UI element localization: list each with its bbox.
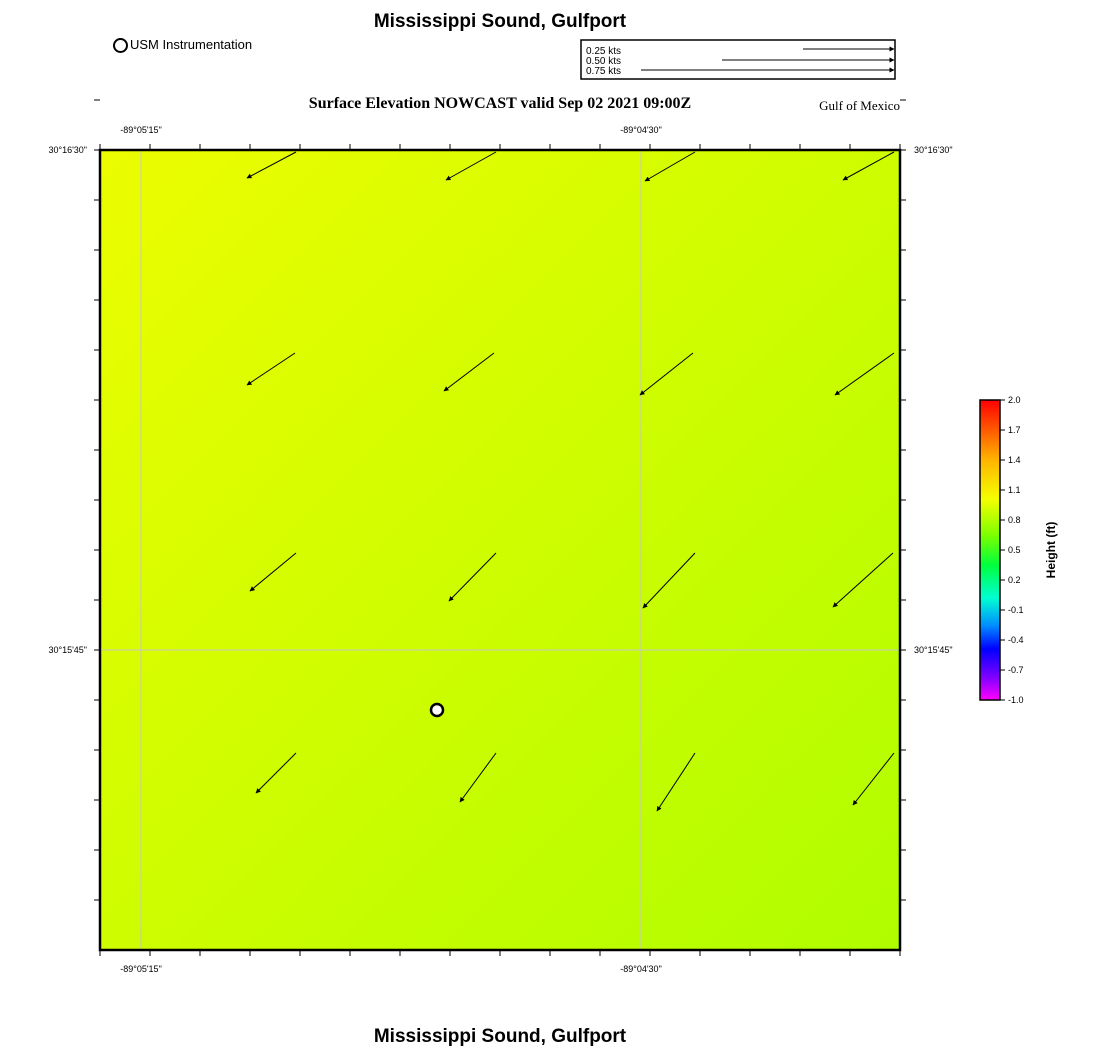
surface-elevation-field bbox=[100, 150, 900, 950]
station-legend-label: USM Instrumentation bbox=[130, 37, 253, 52]
colorbar-title: Height (ft) bbox=[1044, 521, 1058, 579]
region-label: Gulf of Mexico bbox=[819, 98, 900, 113]
colorbar-tick-label: -0.4 bbox=[1008, 635, 1024, 645]
lon-tick-label: -89°04'30" bbox=[620, 125, 662, 135]
vector-key-label: 0.50 kts bbox=[586, 56, 622, 67]
colorbar-tick-label: 0.8 bbox=[1008, 515, 1021, 525]
lon-tick-label: -89°05'15" bbox=[120, 964, 162, 974]
colorbar-tick-label: 1.4 bbox=[1008, 455, 1021, 465]
vector-key-label: 0.75 kts bbox=[586, 66, 622, 77]
lat-tick-label: 30°15'45" bbox=[914, 645, 953, 655]
colorbar-tick-label: 1.1 bbox=[1008, 485, 1021, 495]
colorbar-tick-label: -0.7 bbox=[1008, 665, 1024, 675]
colorbar bbox=[980, 395, 1058, 705]
lon-tick-label: -89°05'15" bbox=[120, 125, 162, 135]
map-title-bottom: Mississippi Sound, Gulfport bbox=[373, 1026, 627, 1047]
colorbar-tick-label: -1.0 bbox=[1008, 695, 1024, 705]
lat-tick-label: 30°16'30" bbox=[914, 145, 953, 155]
colorbar-tick-label: -0.1 bbox=[1008, 605, 1024, 615]
lon-tick-label: -89°04'30" bbox=[620, 964, 662, 974]
lat-tick-label: 30°15'45" bbox=[48, 645, 87, 655]
vector-key bbox=[581, 40, 895, 79]
colorbar-tick-label: 1.7 bbox=[1008, 425, 1021, 435]
station-marker-icon[interactable] bbox=[431, 704, 443, 716]
colorbar-tick-label: 0.2 bbox=[1008, 575, 1021, 585]
colorbar-tick-label: 2.0 bbox=[1008, 395, 1021, 405]
lat-tick-label: 30°16'30" bbox=[48, 145, 87, 155]
map-subtitle: Surface Elevation NOWCAST valid Sep 02 2021 09:00Z bbox=[308, 95, 692, 112]
map-title-top: Mississippi Sound, Gulfport bbox=[373, 11, 627, 32]
vector-key-label: 0.25 kts bbox=[586, 46, 622, 57]
colorbar-tick-label: 0.5 bbox=[1008, 545, 1021, 555]
colorbar-scale bbox=[980, 400, 1000, 700]
